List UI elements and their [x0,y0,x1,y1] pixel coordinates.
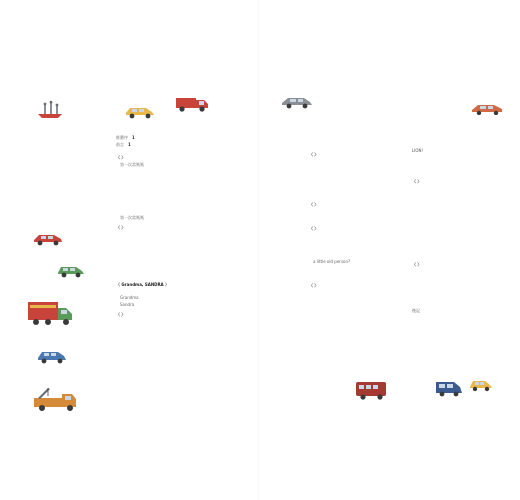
toc-section-heading[interactable] [412,179,492,186]
toc-entry-title: 〈 〉 [309,202,319,208]
toc-entry-title: 〈 〉 [309,226,319,232]
orange-car-icon [470,101,504,115]
toc-entry[interactable] [116,238,254,245]
toc-entry[interactable] [116,258,254,265]
toc-entry[interactable] [412,288,492,295]
toc-entry[interactable] [116,271,254,278]
grey-car-icon [280,93,314,109]
red-truck-icon [174,92,210,114]
toc-entry-title: 〈 〉 [309,282,319,288]
toc-entry-title: 〈 〉 [412,178,422,184]
toc-entry-title: 第一次當媽媽 [120,161,144,167]
toc-entry[interactable] [116,232,254,239]
toc-entry[interactable] [309,296,399,303]
toc-section-heading[interactable] [116,155,254,162]
toc-entry[interactable] [412,231,492,238]
toc-entry[interactable] [116,288,254,295]
toc-entry[interactable] [412,281,492,288]
toc-entry[interactable] [412,308,492,315]
red-car-icon [32,230,64,246]
toc-entry-title: 〈 Grandma, SANDRA 〉 [116,281,170,287]
toc-entry[interactable] [309,179,399,186]
toc-entry[interactable] [412,238,492,245]
toc-entry[interactable] [116,252,254,259]
toc-entry[interactable] [309,216,399,223]
toc-entry-title: 〈 〉 [116,312,126,318]
toc-entry[interactable] [116,162,254,169]
toc-entry[interactable] [309,165,399,172]
toc-entry[interactable] [309,185,399,192]
toc-entry[interactable] [412,155,492,162]
toc-entry[interactable] [309,135,399,142]
toc-entry[interactable] [412,148,492,155]
toc-entry[interactable] [412,185,492,192]
toc-entry[interactable] [412,225,492,232]
boat-icon [36,100,64,120]
toc-entry[interactable] [309,272,399,279]
toc-entry[interactable] [116,319,254,326]
toc-entry[interactable] [412,212,492,219]
toc-entry[interactable] [116,135,254,142]
blue-car-icon [36,346,68,364]
toc-entry[interactable] [116,325,254,332]
toc-entry[interactable] [412,295,492,302]
toc-entry-title: 〈 〉 [412,261,422,267]
toc-section-heading[interactable] [412,262,492,269]
toc-section-heading[interactable] [309,202,399,209]
toc-spacer [116,148,254,155]
toc-entry[interactable] [309,172,399,179]
toc-spacer [412,301,492,308]
toc-entry-title: Sandra [120,301,135,307]
toc-section-heading[interactable] [309,152,399,159]
toc-entry[interactable] [309,289,399,296]
toc-entry-title: 〈 〉 [309,152,319,158]
toc-page-number: 1 [128,141,131,147]
toc-entry-title: LION! [412,148,424,154]
toc-entry[interactable] [116,208,254,215]
toc-entry[interactable] [412,135,492,142]
toc-entry[interactable] [309,233,399,240]
toc-entry[interactable] [412,275,492,282]
toc-entry[interactable] [116,175,254,182]
toc-entry[interactable] [412,245,492,252]
toc-entry[interactable] [116,245,254,252]
toc-column-left [116,135,254,332]
toc-entry[interactable] [309,259,399,266]
toc-entry-title: 第一次當媽媽 [120,214,144,220]
toc-section-heading[interactable] [116,225,254,232]
blue-van-icon [434,378,464,398]
red-bus-icon [354,378,390,402]
toc-entry-title: 〈 〉 [116,155,126,161]
toc-entry[interactable] [412,161,492,168]
toc-entry[interactable] [309,209,399,216]
toc-entry[interactable] [412,205,492,212]
toc-entry[interactable] [412,168,492,175]
toc-entry[interactable] [412,218,492,225]
toc-entry-title: a little old person? [313,259,351,265]
toc-column-right [412,135,492,315]
toc-entry[interactable] [116,295,254,302]
toc-page-number: 1 [132,135,135,140]
toc-entry[interactable] [116,182,254,189]
toc-section-heading[interactable] [309,226,399,233]
toc-entry[interactable] [116,215,254,222]
page-fold [258,0,260,500]
toc-entry-title: 推薦序 [116,135,128,140]
toc-entry-title: Grandma [120,295,139,301]
toc-entry[interactable] [116,142,254,149]
tow-truck-icon [30,386,80,414]
toc-entry[interactable] [309,303,399,310]
toc-entry[interactable] [309,253,399,260]
toc-entry[interactable] [116,168,254,175]
toc-entry[interactable] [412,192,492,199]
green-car-icon [56,262,86,278]
toc-entry[interactable] [309,246,399,253]
toc-section-heading[interactable] [309,283,399,290]
toc-section-heading[interactable] [116,312,254,319]
toc-entry[interactable] [309,142,399,149]
toc-entry-title: 後記 [412,308,420,314]
toc-entry[interactable] [412,268,492,275]
toc-entry[interactable] [116,302,254,309]
toc-entry[interactable] [116,188,254,195]
toc-entry[interactable] [412,198,492,205]
toc-entry[interactable] [309,266,399,273]
toc-entry-title: 前言 [116,141,124,147]
yellow-car-icon [124,103,156,119]
toc-section-heading[interactable] [116,282,254,289]
toc-entry[interactable] [412,142,492,149]
toc-column-middle [309,135,399,316]
toc-entry[interactable] [412,251,492,258]
toc-entry[interactable] [116,201,254,208]
toc-entry[interactable] [116,195,254,202]
toc-entry[interactable] [309,159,399,166]
toc-entry[interactable] [116,265,254,272]
cargo-truck-icon [26,298,74,328]
toc-entry[interactable] [309,192,399,199]
toc-entry[interactable] [309,309,399,316]
toc-entry[interactable] [309,239,399,246]
toc-entry-title: 〈 〉 [116,225,126,231]
yellow-small-car-icon [468,376,494,392]
